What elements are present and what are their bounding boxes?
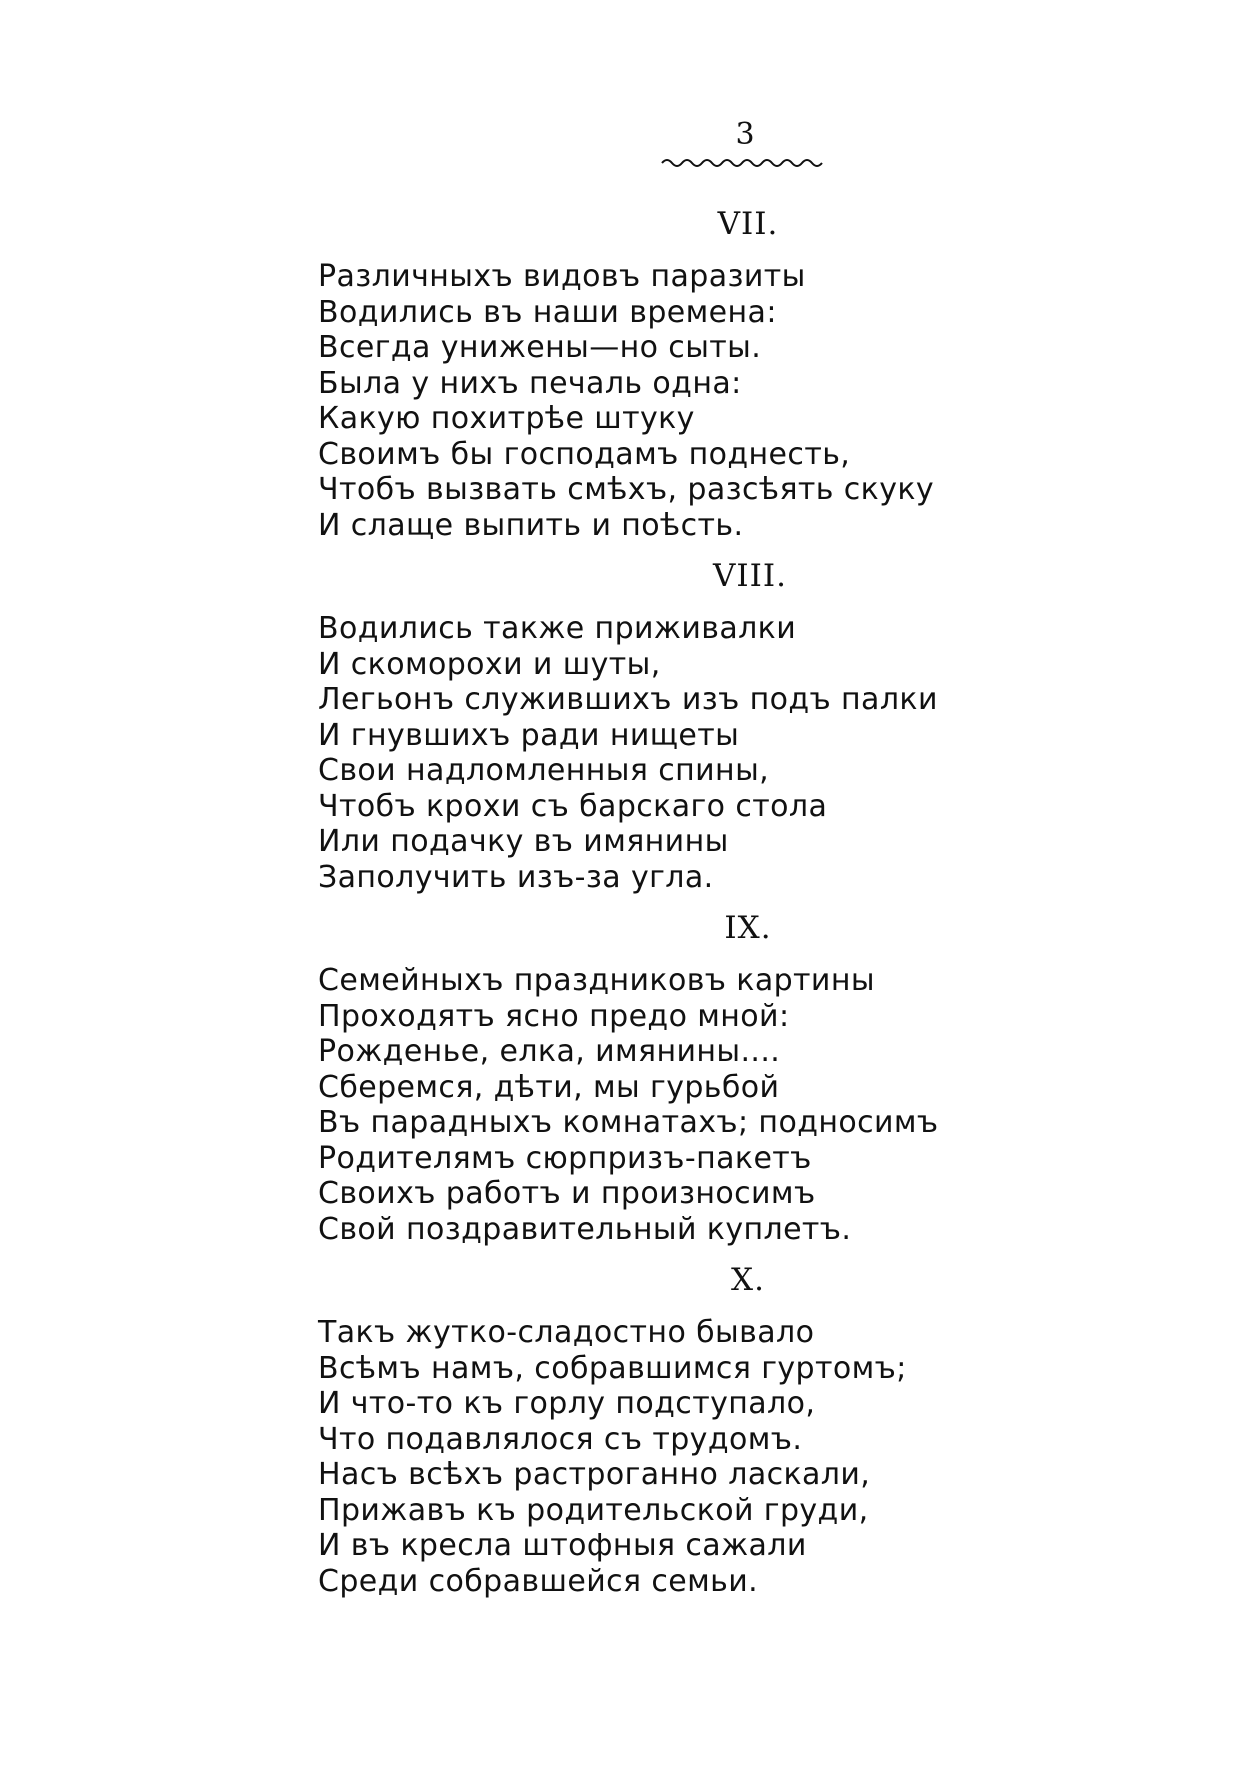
verse-line: Водились также приживалки <box>318 611 797 646</box>
stanza-x <box>318 1261 1178 1599</box>
stanza-lines <box>318 1315 1178 1599</box>
stanza-number: IX. <box>724 910 772 946</box>
verse-line: Чтобъ крохи съ барскаго стола <box>318 788 828 824</box>
stanza-vii <box>318 205 1178 543</box>
verse-line: Какую похитрѣе штуку <box>318 401 695 436</box>
verse-line: Что подавлялося съ трудомъ. <box>318 1421 803 1457</box>
verse-line: Водились въ наши времена: <box>318 294 777 330</box>
verse-line: Родителямъ сюрпризъ-пакетъ <box>318 1140 812 1176</box>
verse-line: Рожденье, елка, имянины.... <box>318 1034 781 1069</box>
verse-line: Сберемся, дѣти, мы гурьбой <box>318 1069 780 1105</box>
verse-line: Среди собравшейся семьи. <box>318 1563 759 1599</box>
verse-line: Чтобъ вызвать смѣхъ, разсѣять скуку <box>318 472 935 507</box>
verse-line: И слаще выпить и поѣсть. <box>318 507 744 543</box>
verse-line: Всегда унижены—но сыты. <box>318 330 762 365</box>
stanza-ix <box>318 909 1178 1247</box>
stanza-number: VIII. <box>713 558 787 594</box>
verse-line: Легьонъ служившихъ изъ подъ палки <box>318 682 938 717</box>
verse-line: Проходятъ ясно предо мной: <box>318 998 790 1034</box>
verse-line: Различныхъ видовъ паразиты <box>318 259 806 294</box>
verse-line: Свои надломленныя спины, <box>318 753 770 788</box>
stanza-lines <box>318 259 1178 543</box>
verse-line: Заполучить изъ-за угла. <box>318 859 714 895</box>
verse-line: Прижавъ къ родительской груди, <box>318 1492 869 1528</box>
poem <box>318 205 1178 1613</box>
stanza-lines <box>318 963 1178 1247</box>
verse-line: Или подачку въ имянины <box>318 824 729 859</box>
stanza-lines <box>318 611 1178 895</box>
stanza-number: VII. <box>717 206 779 242</box>
verse-line: Свой поздравительный куплетъ. <box>318 1211 852 1247</box>
verse-line: Насъ всѣхъ растроганно ласкали, <box>318 1457 871 1492</box>
verse-line: И скоморохи и шуты, <box>318 646 661 682</box>
verse-line: Своимъ бы господамъ поднесть, <box>318 436 851 472</box>
verse-line: И гнувшихъ ради нищеты <box>318 717 740 753</box>
verse-line: Семейныхъ праздниковъ картины <box>318 963 875 998</box>
verse-line: Въ парадныхъ комнатахъ; подносимъ <box>318 1105 939 1140</box>
wavy-rule-ornament <box>660 156 830 170</box>
page-number: 3 <box>735 117 755 152</box>
verse-line: Своихъ работъ и произносимъ <box>318 1176 816 1211</box>
stanza-viii <box>318 557 1178 895</box>
verse-line: И въ кресла штофныя сажали <box>318 1528 807 1563</box>
verse-line: Была у нихъ печаль одна: <box>318 365 742 401</box>
verse-line: Всѣмъ намъ, собравшимся гуртомъ; <box>318 1350 907 1386</box>
verse-line: И что-то къ горлу подступало, <box>318 1386 816 1421</box>
stanza-number: X. <box>731 1262 765 1298</box>
verse-line: Такъ жутко-сладостно бывало <box>318 1315 815 1350</box>
